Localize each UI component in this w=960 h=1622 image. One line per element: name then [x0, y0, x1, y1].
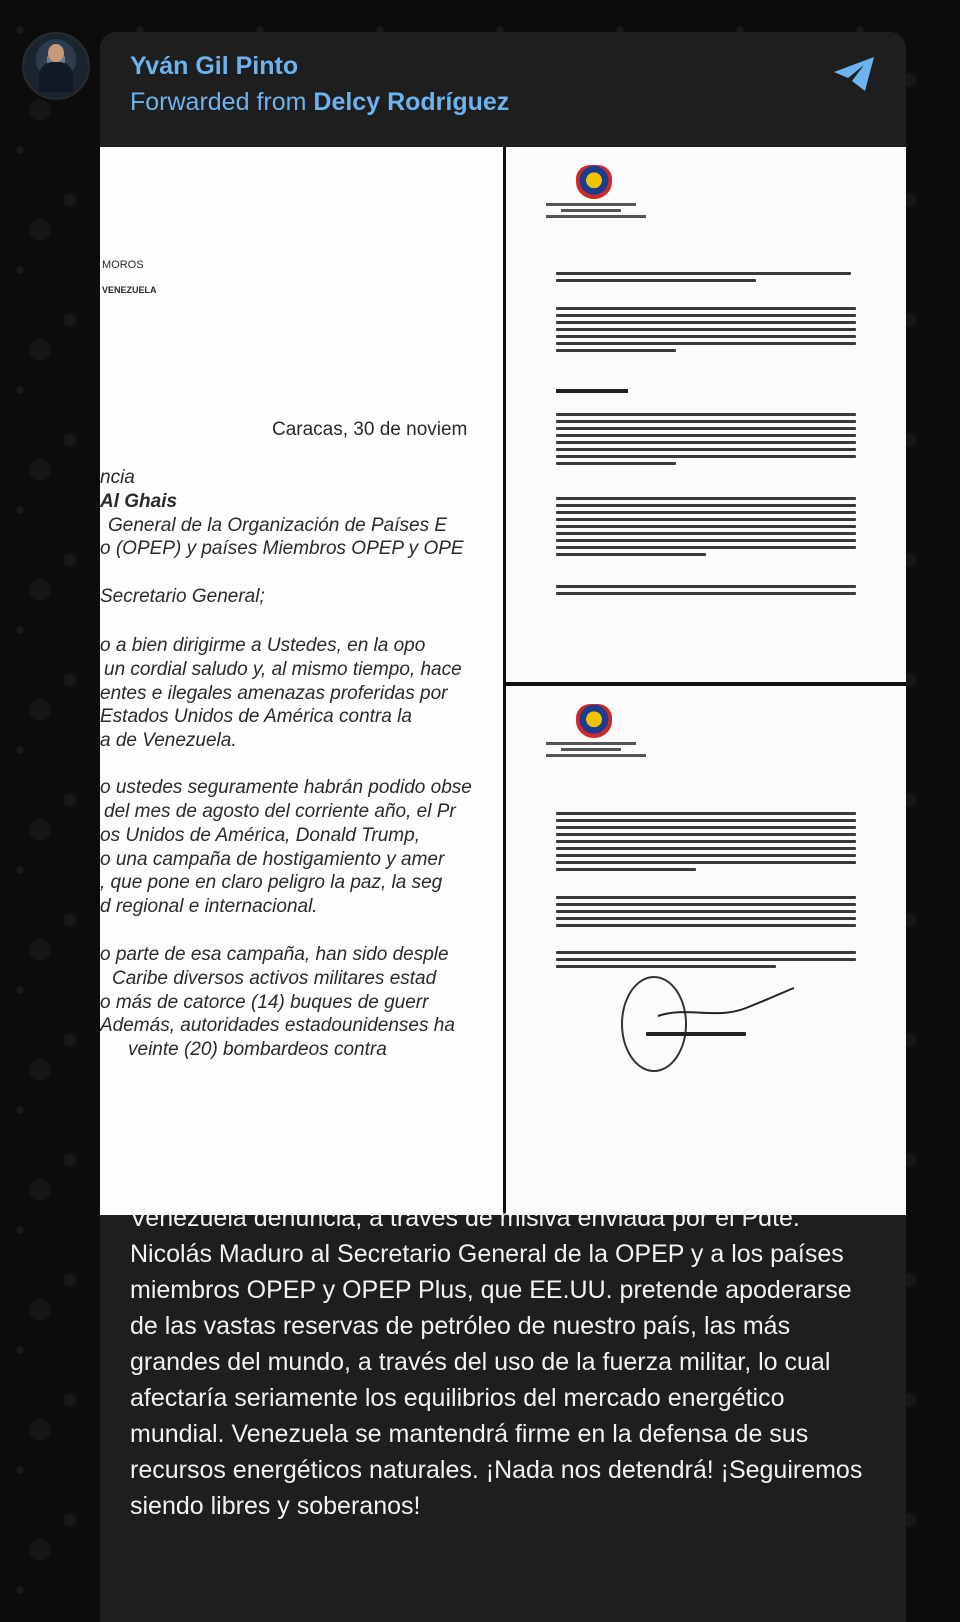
doc-line: Además, autoridades estadounidenses ha	[100, 1015, 455, 1036]
telegram-share-icon[interactable]	[832, 54, 878, 94]
avatar-head	[48, 44, 64, 62]
message-caption: Venezuela denuncia, a través de misiva enviada por el Pdte. Nicolás Maduro al Secretario General de la OPEP y a los países miembros OPEP y OPEP Plus, que EE.UU. pretende apoderarse de las vastas reservas de petróleo de nuestro país, las más grandes del mundo, a través del uso de la fuerza militar, lo cual afectaría seriamente los equilibrios del mercado energético mundial. Venezuela se mantendrá firme en la defensa de sus recursos energéticos naturales. ¡Nada nos detendrá! ¡Seguiremos siendo libres y soberanos!	[130, 1204, 863, 1520]
signatory-name	[646, 1032, 746, 1040]
document-page-right-bottom[interactable]	[506, 686, 906, 1215]
doc-line: Caracas, 30 de noviem	[272, 419, 468, 440]
doc-line: o más de catorce (14) buques de guerr	[100, 992, 429, 1013]
doc-line: o (OPEP) y países Miembros OPEP y OPE	[100, 538, 464, 559]
doc-line: os Unidos de América, Donald Trump,	[100, 825, 420, 846]
doc-line: o ustedes seguramente habrán podido obse	[100, 777, 472, 798]
signature-icon	[656, 986, 796, 1026]
doc-line: un cordial saludo y, al mismo tiempo, hace	[104, 659, 462, 680]
doc-line: del mes de agosto del corriente año, el Pr	[104, 801, 456, 822]
avatar-body	[39, 62, 73, 92]
doc-line: d regional e internacional.	[100, 896, 318, 917]
text-block	[556, 307, 856, 356]
text-block	[556, 413, 856, 469]
text-block	[556, 497, 856, 560]
coat-of-arms-icon	[576, 704, 612, 738]
message-header	[100, 32, 906, 147]
forwarded-label: Forwarded from	[130, 88, 307, 116]
text-block	[556, 951, 856, 972]
message-bubble	[100, 32, 906, 1622]
doc-line: o a bien dirigirme a Ustedes, en la opo	[100, 635, 426, 656]
coat-of-arms-icon	[576, 165, 612, 199]
doc-line: General de la Organización de Países E	[108, 515, 448, 536]
forwarded-info[interactable]	[130, 88, 509, 117]
doc-line: o una campaña de hostigamiento y amer	[100, 849, 445, 870]
doc-line: entes e ilegales amenazas proferidas por	[100, 683, 448, 704]
text-block	[556, 272, 856, 286]
sender-avatar[interactable]	[22, 32, 90, 100]
media-album[interactable]	[100, 147, 906, 1215]
text-block	[556, 585, 856, 599]
doc-line: , que pone en claro peligro la paz, la seg	[100, 872, 443, 893]
document-page-left[interactable]	[100, 147, 503, 1215]
text-block	[556, 896, 856, 931]
doc-line: Al Ghais	[100, 491, 178, 512]
doc-line: veinte (20) bombardeos contra	[128, 1039, 387, 1060]
document-page-right-top[interactable]	[506, 147, 906, 682]
doc-line: VENEZUELA	[102, 285, 157, 295]
doc-line: a de Venezuela.	[100, 730, 237, 751]
letterhead	[546, 203, 656, 221]
doc-line: MOROS	[102, 259, 144, 271]
doc-line: ncia	[100, 467, 135, 488]
forwarded-from-name[interactable]: Delcy Rodríguez	[313, 88, 510, 116]
doc-line: o parte de esa campaña, han sido desple	[100, 944, 449, 965]
letterhead	[546, 742, 656, 760]
sender-name[interactable]: Yván Gil Pinto	[130, 52, 299, 80]
text-block	[556, 812, 856, 875]
doc-line: Estados Unidos de América contra la	[100, 706, 412, 727]
section-heading	[556, 389, 628, 393]
doc-line: Secretario General;	[100, 586, 265, 607]
doc-line: Caribe diversos activos militares estad	[112, 968, 437, 989]
